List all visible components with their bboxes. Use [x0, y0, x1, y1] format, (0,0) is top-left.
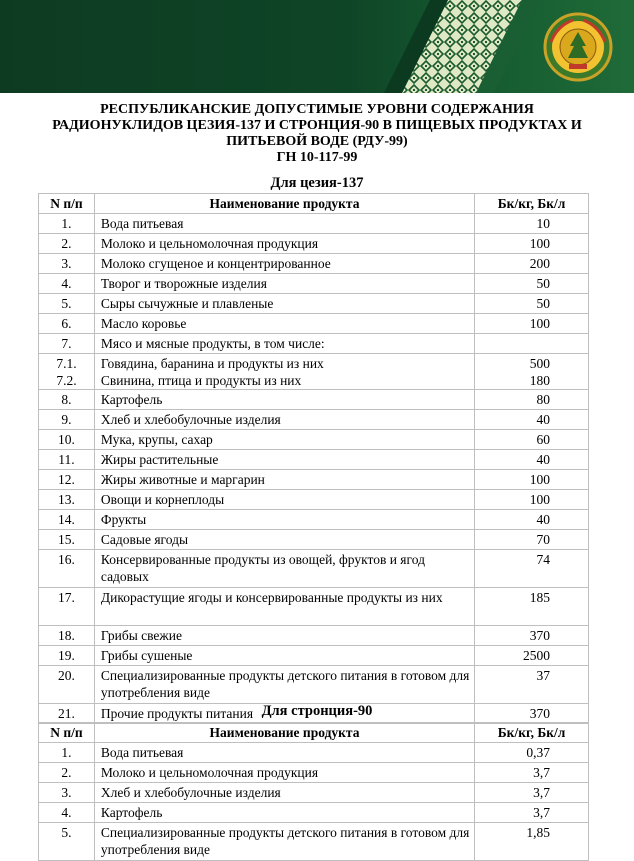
table-row: [39, 646, 589, 666]
row-num: 15.: [39, 530, 95, 550]
row-num: 12.: [39, 470, 95, 490]
row-value: 370: [475, 626, 589, 646]
row-name: Творог и творожные изделия: [94, 274, 474, 294]
row-value: 2500: [475, 646, 589, 666]
row-num: 2.: [39, 763, 95, 783]
row-num: 2.: [39, 234, 95, 254]
table-row: [39, 588, 589, 626]
row-name: Прочие продукты питания: [94, 704, 474, 724]
row-value: 40: [475, 450, 589, 470]
table-row: [39, 823, 589, 861]
row-num: 14.: [39, 510, 95, 530]
table-row: [39, 450, 589, 470]
row-value: 40: [475, 510, 589, 530]
row-num: 4.: [39, 803, 95, 823]
row-num: 8.: [39, 390, 95, 410]
row-name: Хлеб и хлебобулочные изделия: [94, 410, 474, 430]
row-name: Консервированные продукты из овощей, фруктов и ягод садовых: [94, 550, 474, 588]
table-row: [39, 510, 589, 530]
table-row: [39, 470, 589, 490]
row-value: 200: [475, 254, 589, 274]
row-name: Фрукты: [94, 510, 474, 530]
row-value: 3,7: [475, 783, 589, 803]
row-name-7-1: Говядина, баранина и продукты из них: [100, 356, 324, 371]
row-name: Мука, крупы, сахар: [94, 430, 474, 450]
row-value: 74: [475, 550, 589, 588]
title-line-4: ГН 10-117-99: [276, 150, 358, 165]
row-value: 10: [475, 214, 589, 234]
row-name: Сыры сычужные и плавленые: [94, 294, 474, 314]
row-num: [39, 354, 95, 390]
table-row: [39, 803, 589, 823]
column-header-value: Бк/кг, Бк/л: [475, 723, 589, 743]
row-num-7-2: 7.2.: [56, 373, 77, 388]
table-row: [39, 626, 589, 646]
table-row: [39, 294, 589, 314]
row-num: 7.: [39, 334, 95, 354]
table-row: [39, 390, 589, 410]
row-name: Хлеб и хлебобулочные изделия: [94, 783, 474, 803]
table-row: [39, 530, 589, 550]
title-line-3: ПИТЬЕВОЙ ВОДЕ (РДУ-99): [226, 134, 408, 149]
row-num: 3.: [39, 783, 95, 803]
row-value: [475, 354, 589, 390]
table-header-row: [39, 723, 589, 743]
table-row: [39, 763, 589, 783]
cesium-section-title: Для цезия-137: [270, 175, 364, 191]
row-name: Масло коровье: [94, 314, 474, 334]
row-name: Грибы сушеные: [94, 646, 474, 666]
row-value: 370: [475, 704, 589, 724]
row-num: 13.: [39, 490, 95, 510]
row-name: Молоко сгущеное и концентрированное: [94, 254, 474, 274]
row-value: 50: [475, 274, 589, 294]
row-num: 5.: [39, 294, 95, 314]
document-title: [0, 102, 634, 166]
row-num: 11.: [39, 450, 95, 470]
column-header-value: Бк/кг, Бк/л: [475, 194, 589, 214]
row-name: Овощи и корнеплоды: [94, 490, 474, 510]
row-name: Садовые ягоды: [94, 530, 474, 550]
row-name: Грибы свежие: [94, 626, 474, 646]
row-name: Вода питьевая: [94, 743, 474, 763]
row-num: 3.: [39, 254, 95, 274]
row-name: Специализированные продукты детского питания в готовом для употребления виде: [94, 666, 474, 704]
strontium-section-title: Для стронция-90: [261, 703, 373, 719]
row-name: Жиры животные и маргарин: [94, 470, 474, 490]
table-row: [39, 334, 589, 354]
row-name: Вода питьевая: [94, 214, 474, 234]
emblem-icon: [543, 12, 613, 82]
row-num: 1.: [39, 214, 95, 234]
row-value: 100: [475, 314, 589, 334]
row-value-7-2: 180: [529, 373, 550, 388]
row-value: 40: [475, 410, 589, 430]
row-value: 0,37: [475, 743, 589, 763]
table-row: [39, 783, 589, 803]
table-row: [39, 314, 589, 334]
row-num: 20.: [39, 666, 95, 704]
column-header-num: N п/п: [39, 194, 95, 214]
row-name: Картофель: [94, 803, 474, 823]
row-value: 3,7: [475, 763, 589, 783]
strontium-table: [38, 722, 589, 861]
row-num: 9.: [39, 410, 95, 430]
table-row: [39, 274, 589, 294]
row-num: 21.: [39, 704, 95, 724]
table-row: [39, 743, 589, 763]
row-num-7-1: 7.1.: [56, 356, 77, 371]
column-header-name: Наименование продукта: [94, 194, 474, 214]
row-value: 100: [475, 470, 589, 490]
table-row: [39, 354, 589, 390]
table-header-row: [39, 194, 589, 214]
row-value: 70: [475, 530, 589, 550]
row-value: 80: [475, 390, 589, 410]
row-value: 100: [475, 490, 589, 510]
row-value: 37: [475, 666, 589, 704]
row-num: 10.: [39, 430, 95, 450]
column-header-name: Наименование продукта: [94, 723, 474, 743]
cesium-table: [38, 193, 589, 724]
row-name: Специализированные продукты детского питания в готовом для употребления виде: [94, 823, 474, 861]
row-num: 18.: [39, 626, 95, 646]
table-row: [39, 430, 589, 450]
table-row: [39, 410, 589, 430]
title-line-1: РЕСПУБЛИКАНСКИЕ ДОПУСТИМЫЕ УРОВНИ СОДЕРЖАНИЯ: [100, 102, 534, 117]
header-banner: [0, 0, 634, 93]
table-row: [39, 666, 589, 704]
row-name: Молоко и цельномолочная продукция: [94, 763, 474, 783]
table-row: [39, 490, 589, 510]
row-value: 50: [475, 294, 589, 314]
column-header-num: N п/п: [39, 723, 95, 743]
row-value: 60: [475, 430, 589, 450]
table-row: [39, 550, 589, 588]
row-num: 5.: [39, 823, 95, 861]
row-value: [475, 334, 589, 354]
row-num: 19.: [39, 646, 95, 666]
table-row: [39, 214, 589, 234]
row-name: Жиры растительные: [94, 450, 474, 470]
row-value: 100: [475, 234, 589, 254]
banner-ornament: [0, 0, 634, 93]
row-value: 185: [475, 588, 589, 626]
row-value-7-1: 500: [529, 356, 550, 371]
row-name: [94, 354, 474, 390]
row-name: Дикорастущие ягоды и консервированные продукты из них: [94, 588, 474, 626]
row-name: Картофель: [94, 390, 474, 410]
row-name-7-2: Свинина, птица и продукты из них: [100, 373, 302, 388]
row-name: Мясо и мясные продукты, в том числе:: [94, 334, 474, 354]
row-value: 3,7: [475, 803, 589, 823]
row-name: Молоко и цельномолочная продукция: [94, 234, 474, 254]
table-row: [39, 234, 589, 254]
title-line-2: РАДИОНУКЛИДОВ ЦЕЗИЯ-137 И СТРОНЦИЯ-90 В ПИЩЕВЫХ ПРОДУКТАХ И: [52, 118, 582, 133]
row-num: 17.: [39, 588, 95, 626]
row-num: 4.: [39, 274, 95, 294]
row-num: 6.: [39, 314, 95, 334]
row-value: 1,85: [475, 823, 589, 861]
row-num: 16.: [39, 550, 95, 588]
row-num: 1.: [39, 743, 95, 763]
table-row: [39, 254, 589, 274]
